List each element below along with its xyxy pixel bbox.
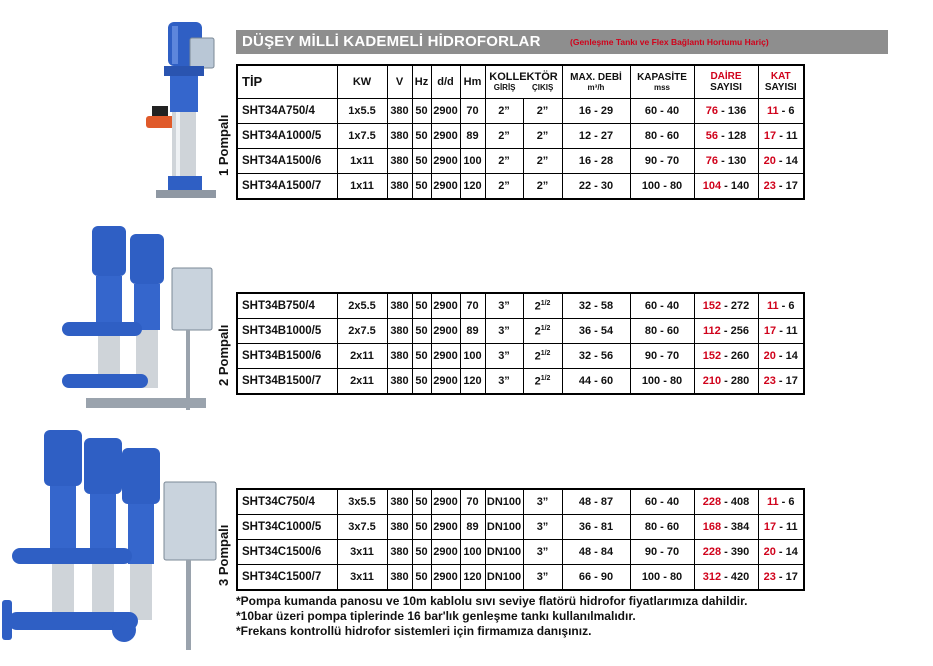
header-daire-title: DAİRE — [710, 70, 742, 82]
cell-kat: 20 - 14 — [758, 344, 804, 369]
cell-giris: 3” — [485, 344, 523, 369]
cell-kapasite: 90 - 70 — [630, 344, 694, 369]
cell-hm: 100 — [460, 344, 485, 369]
cell-hz: 50 — [412, 148, 431, 173]
cell-daire: 312 - 420 — [694, 565, 758, 591]
header-v: V — [387, 65, 412, 98]
cell-kat-max: 6 — [788, 496, 795, 508]
header-cikis: ÇIKIŞ — [531, 83, 554, 93]
cell-kw: 2x7.5 — [337, 319, 387, 344]
group-label-2: 2 Pompalı — [216, 324, 231, 386]
cell-debi: 44 - 60 — [562, 369, 630, 395]
cell-cikis-value: 3” — [536, 521, 549, 533]
header-kat-sub: SAYISI — [764, 81, 797, 93]
table-row — [237, 344, 804, 369]
cell-v: 380 — [387, 319, 412, 344]
header-kapasite-unit: mss — [653, 83, 670, 93]
header-kollektor — [485, 65, 562, 98]
cell-cikis — [523, 123, 562, 148]
cell-kapasite: 90 - 70 — [630, 540, 694, 565]
cell-hz: 50 — [412, 540, 431, 565]
cell-kw: 2x11 — [337, 344, 387, 369]
cell-kw: 2x5.5 — [337, 293, 387, 319]
header-hm: Hm — [460, 65, 485, 98]
cell-daire: 56 - 128 — [694, 123, 758, 148]
cell-hz: 50 — [412, 123, 431, 148]
cell-tip: SHT34C750/4 — [237, 489, 337, 515]
cell-dd: 2900 — [431, 540, 460, 565]
cell-hm: 70 — [460, 489, 485, 515]
cell-kat: 20 - 14 — [758, 540, 804, 565]
cell-debi: 66 - 90 — [562, 565, 630, 591]
cell-tip: SHT34B1500/7 — [237, 369, 337, 395]
cell-daire-min: 228 — [702, 496, 722, 508]
header-kw: KW — [337, 65, 387, 98]
cell-debi: 12 - 27 — [562, 123, 630, 148]
cell-kat: 11 - 6 — [758, 98, 804, 123]
cell-daire: 76 - 130 — [694, 148, 758, 173]
header-kat — [758, 65, 804, 98]
cell-kapasite: 80 - 60 — [630, 319, 694, 344]
cell-giris: 2” — [485, 148, 523, 173]
single-pump-booster-image — [138, 18, 228, 208]
cell-cikis-value: 3” — [536, 496, 549, 508]
cell-kat: 17 - 11 — [758, 319, 804, 344]
cell-kat: 11 - 6 — [758, 293, 804, 319]
cell-v: 380 — [387, 489, 412, 515]
spec-table-2 — [236, 292, 805, 395]
cell-daire-max: 390 — [730, 546, 750, 558]
cell-dd: 2900 — [431, 98, 460, 123]
cell-dd: 2900 — [431, 369, 460, 395]
cell-daire: 112 - 256 — [694, 319, 758, 344]
cell-hm: 89 — [460, 319, 485, 344]
page-title: DÜŞEY MİLLİ KADEMELİ HİDROFORLAR — [242, 33, 541, 50]
group-label-1: 1 Pompalı — [216, 114, 231, 176]
cell-kat-min: 23 — [763, 571, 776, 583]
footnote-3: *Frekans kontrollü hidrofor sistemleri için firmamıza danışınız. — [236, 624, 592, 638]
cell-cikis-value: 2 — [534, 325, 541, 338]
header-hz: Hz — [412, 65, 431, 98]
cell-kat-max: 6 — [788, 300, 795, 312]
cell-hm: 70 — [460, 98, 485, 123]
cell-kat-min: 23 — [763, 375, 776, 387]
cell-tip: SHT34A750/4 — [237, 98, 337, 123]
cell-daire: 152 - 260 — [694, 344, 758, 369]
header-kapasite-title: KAPASİTE — [637, 72, 687, 84]
cell-kapasite: 60 - 40 — [630, 489, 694, 515]
spec-table-1 — [236, 64, 805, 200]
cell-hz: 50 — [412, 293, 431, 319]
cell-kat-max: 6 — [788, 104, 795, 117]
header-daire-sub: SAYISI — [710, 81, 742, 93]
cell-cikis-value: 2” — [536, 129, 549, 142]
cell-kat-min: 20 — [763, 546, 776, 558]
cell-daire-max: 272 — [730, 300, 750, 312]
table-body-1 — [237, 98, 804, 199]
cell-daire-min: 104 — [702, 179, 722, 192]
cell-daire-min: 76 — [705, 154, 719, 167]
cell-daire-min: 152 — [702, 300, 722, 312]
table-row — [237, 565, 804, 591]
cell-daire: 168 - 384 — [694, 515, 758, 540]
cell-cikis-value: 2” — [536, 179, 549, 192]
table-row — [237, 369, 804, 395]
cell-kw: 1x7.5 — [337, 123, 387, 148]
cell-kat-max: 17 — [785, 179, 798, 192]
cell-v: 380 — [387, 148, 412, 173]
cell-debi: 16 - 29 — [562, 98, 630, 123]
cell-kw: 1x5.5 — [337, 98, 387, 123]
cell-daire: 152 - 272 — [694, 293, 758, 319]
header-max-debi-title: MAX. DEBİ — [570, 72, 622, 84]
group-label-3: 3 Pompalı — [216, 524, 231, 586]
cell-kat-min: 17 — [763, 129, 777, 142]
cell-daire-max: 140 — [730, 179, 750, 192]
cell-kw: 2x11 — [337, 369, 387, 395]
cell-cikis-value: 3” — [536, 571, 549, 583]
cell-daire: 104 - 140 — [694, 173, 758, 199]
cell-daire: 210 - 280 — [694, 369, 758, 395]
cell-cikis — [523, 565, 562, 591]
cell-kat-min: 20 — [763, 154, 776, 167]
triple-pump-booster-image — [0, 424, 226, 656]
table-body-2 — [237, 293, 804, 394]
cell-v: 380 — [387, 173, 412, 199]
cell-debi: 36 - 81 — [562, 515, 630, 540]
cell-kat-max: 14 — [785, 154, 798, 167]
cell-daire: 228 - 390 — [694, 540, 758, 565]
table-row — [237, 123, 804, 148]
cell-kat-max: 17 — [785, 571, 798, 583]
cell-hm: 89 — [460, 123, 485, 148]
header-daire — [694, 65, 758, 98]
cell-kat-min: 23 — [763, 179, 776, 192]
cell-daire-min: 228 — [702, 546, 722, 558]
cell-hm: 120 — [460, 565, 485, 591]
cell-kapasite: 60 - 40 — [630, 293, 694, 319]
cell-hm: 120 — [460, 173, 485, 199]
title-bar — [236, 30, 888, 54]
cell-daire-min: 76 — [705, 104, 719, 117]
cell-giris: DN100 — [485, 565, 523, 591]
cell-hz: 50 — [412, 98, 431, 123]
cell-daire-min: 210 — [702, 375, 722, 387]
cell-kapasite: 100 - 80 — [630, 565, 694, 591]
cell-tip: SHT34C1500/7 — [237, 565, 337, 591]
cell-kat-max: 11 — [785, 521, 798, 533]
cell-debi: 48 - 84 — [562, 540, 630, 565]
table-body-3 — [237, 489, 804, 590]
cell-kat-min: 11 — [766, 300, 779, 312]
cell-cikis-value: 3” — [536, 546, 549, 558]
cell-cikis-sup: 1/2 — [540, 374, 551, 382]
cell-kw: 3x5.5 — [337, 489, 387, 515]
table-row — [237, 540, 804, 565]
cell-cikis-sup: 1/2 — [540, 324, 551, 332]
header-kollektor-title: KOLLEKTÖR — [489, 71, 558, 84]
cell-giris: 2” — [485, 123, 523, 148]
cell-kw: 3x11 — [337, 565, 387, 591]
table-row — [237, 319, 804, 344]
cell-kat-min: 11 — [766, 104, 779, 117]
cell-kat-max: 11 — [785, 129, 798, 142]
cell-hz: 50 — [412, 344, 431, 369]
footnote-1: *Pompa kumanda panosu ve 10m kablolu sıvı seviye flatörü hidrofor fiyatlarımıza dahildir. — [236, 594, 748, 608]
cell-debi: 36 - 54 — [562, 319, 630, 344]
header-kapasite — [630, 65, 694, 98]
cell-v: 380 — [387, 293, 412, 319]
cell-daire: 76 - 136 — [694, 98, 758, 123]
header-giris: GİRİŞ — [493, 83, 516, 93]
cell-v: 380 — [387, 540, 412, 565]
cell-giris: 3” — [485, 369, 523, 395]
cell-v: 380 — [387, 123, 412, 148]
cell-dd: 2900 — [431, 344, 460, 369]
cell-hz: 50 — [412, 173, 431, 199]
cell-daire-max: 260 — [730, 350, 750, 362]
cell-daire-max: 280 — [730, 375, 750, 387]
cell-kat-max: 17 — [785, 375, 798, 387]
cell-kw: 3x11 — [337, 540, 387, 565]
cell-cikis-value: 2” — [536, 154, 549, 167]
cell-dd: 2900 — [431, 489, 460, 515]
cell-kapasite: 100 - 80 — [630, 173, 694, 199]
cell-daire-max: 256 — [730, 325, 749, 337]
cell-cikis — [523, 148, 562, 173]
cell-hz: 50 — [412, 319, 431, 344]
table-row — [237, 98, 804, 123]
cell-cikis-value: 2” — [536, 104, 549, 117]
cell-v: 380 — [387, 344, 412, 369]
cell-daire: 228 - 408 — [694, 489, 758, 515]
table-row — [237, 515, 804, 540]
header-kat-title: KAT — [770, 70, 791, 82]
cell-kat: 20 - 14 — [758, 148, 804, 173]
cell-kat: 23 - 17 — [758, 369, 804, 395]
cell-giris: 3” — [485, 293, 523, 319]
cell-giris: 2” — [485, 98, 523, 123]
double-pump-booster-image — [56, 222, 226, 422]
cell-daire-min: 168 — [702, 521, 722, 533]
cell-hz: 50 — [412, 565, 431, 591]
cell-hm: 70 — [460, 293, 485, 319]
cell-tip: SHT34B750/4 — [237, 293, 337, 319]
cell-kat-max: 11 — [785, 325, 798, 337]
cell-debi: 32 - 58 — [562, 293, 630, 319]
cell-v: 380 — [387, 565, 412, 591]
cell-cikis-value: 2 — [534, 375, 541, 388]
cell-kapasite: 60 - 40 — [630, 98, 694, 123]
spec-table-3 — [236, 488, 805, 591]
cell-daire-min: 56 — [705, 129, 719, 142]
cell-kat: 17 - 11 — [758, 123, 804, 148]
cell-hm: 100 — [460, 540, 485, 565]
cell-dd: 2900 — [431, 293, 460, 319]
cell-cikis-sup: 1/2 — [540, 299, 551, 307]
cell-debi: 22 - 30 — [562, 173, 630, 199]
cell-cikis-value: 2 — [534, 350, 541, 363]
cell-cikis — [523, 369, 562, 395]
cell-daire-max: 128 — [727, 129, 747, 142]
cell-cikis — [523, 98, 562, 123]
cell-giris: DN100 — [485, 540, 523, 565]
header-max-debi — [562, 65, 630, 98]
cell-giris: DN100 — [485, 489, 523, 515]
cell-v: 380 — [387, 515, 412, 540]
cell-kapasite: 80 - 60 — [630, 515, 694, 540]
cell-daire-max: 130 — [727, 154, 747, 167]
cell-kw: 1x11 — [337, 148, 387, 173]
cell-v: 380 — [387, 98, 412, 123]
cell-cikis-sup: 1/2 — [540, 349, 551, 357]
cell-daire-max: 408 — [730, 496, 750, 508]
cell-kapasite: 90 - 70 — [630, 148, 694, 173]
cell-hm: 89 — [460, 515, 485, 540]
cell-kw: 3x7.5 — [337, 515, 387, 540]
cell-daire-min: 152 — [702, 350, 722, 362]
cell-cikis — [523, 173, 562, 199]
cell-tip: SHT34C1000/5 — [237, 515, 337, 540]
cell-hm: 100 — [460, 148, 485, 173]
cell-kw: 1x11 — [337, 173, 387, 199]
cell-daire-max: 420 — [730, 571, 750, 583]
cell-kat: 17 - 11 — [758, 515, 804, 540]
cell-daire-max: 136 — [727, 104, 747, 117]
cell-tip: SHT34B1000/5 — [237, 319, 337, 344]
cell-tip: SHT34B1500/6 — [237, 344, 337, 369]
header-row — [237, 65, 804, 98]
table-row — [237, 173, 804, 199]
cell-dd: 2900 — [431, 319, 460, 344]
cell-kat-min: 17 — [763, 521, 777, 533]
cell-kat-min: 20 — [763, 350, 776, 362]
cell-daire-max: 384 — [730, 521, 750, 533]
cell-cikis — [523, 293, 562, 319]
cell-kat: 23 - 17 — [758, 173, 804, 199]
cell-dd: 2900 — [431, 565, 460, 591]
cell-v: 380 — [387, 369, 412, 395]
cell-dd: 2900 — [431, 123, 460, 148]
footnote-2: *10bar üzeri pompa tiplerinde 16 bar'lık genleşme tankı kullanılmalıdır. — [236, 609, 636, 623]
cell-giris: 3” — [485, 319, 523, 344]
cell-kat-min: 17 — [763, 325, 777, 337]
cell-cikis-value: 2 — [534, 300, 541, 313]
cell-debi: 16 - 28 — [562, 148, 630, 173]
cell-hz: 50 — [412, 369, 431, 395]
cell-hz: 50 — [412, 489, 431, 515]
table-row — [237, 489, 804, 515]
cell-kapasite: 100 - 80 — [630, 369, 694, 395]
cell-giris: DN100 — [485, 515, 523, 540]
cell-cikis — [523, 489, 562, 515]
cell-cikis — [523, 515, 562, 540]
cell-hz: 50 — [412, 515, 431, 540]
cell-kat: 11 - 6 — [758, 489, 804, 515]
cell-kat-max: 14 — [785, 350, 798, 362]
cell-debi: 32 - 56 — [562, 344, 630, 369]
cell-tip: SHT34A1500/7 — [237, 173, 337, 199]
table-row — [237, 293, 804, 319]
title-note: (Genleşme Tankı ve Flex Bağlantı Hortumu Hariç) — [570, 37, 769, 47]
header-dd: d/d — [431, 65, 460, 98]
footnotes — [236, 594, 747, 639]
header-tip: TİP — [237, 65, 337, 98]
cell-dd: 2900 — [431, 173, 460, 199]
cell-cikis — [523, 319, 562, 344]
table-row — [237, 148, 804, 173]
cell-kapasite: 80 - 60 — [630, 123, 694, 148]
cell-kat: 23 - 17 — [758, 565, 804, 591]
cell-kat-min: 11 — [766, 496, 779, 508]
cell-tip: SHT34C1500/6 — [237, 540, 337, 565]
cell-tip: SHT34A1500/6 — [237, 148, 337, 173]
cell-dd: 2900 — [431, 148, 460, 173]
cell-giris: 2” — [485, 173, 523, 199]
cell-hm: 120 — [460, 369, 485, 395]
cell-daire-min: 312 — [702, 571, 722, 583]
cell-tip: SHT34A1000/5 — [237, 123, 337, 148]
cell-daire-min: 112 — [703, 325, 721, 337]
cell-cikis — [523, 540, 562, 565]
cell-dd: 2900 — [431, 515, 460, 540]
cell-kat-max: 14 — [785, 546, 798, 558]
header-max-debi-unit: m³/h — [587, 83, 605, 93]
cell-cikis — [523, 344, 562, 369]
cell-debi: 48 - 87 — [562, 489, 630, 515]
